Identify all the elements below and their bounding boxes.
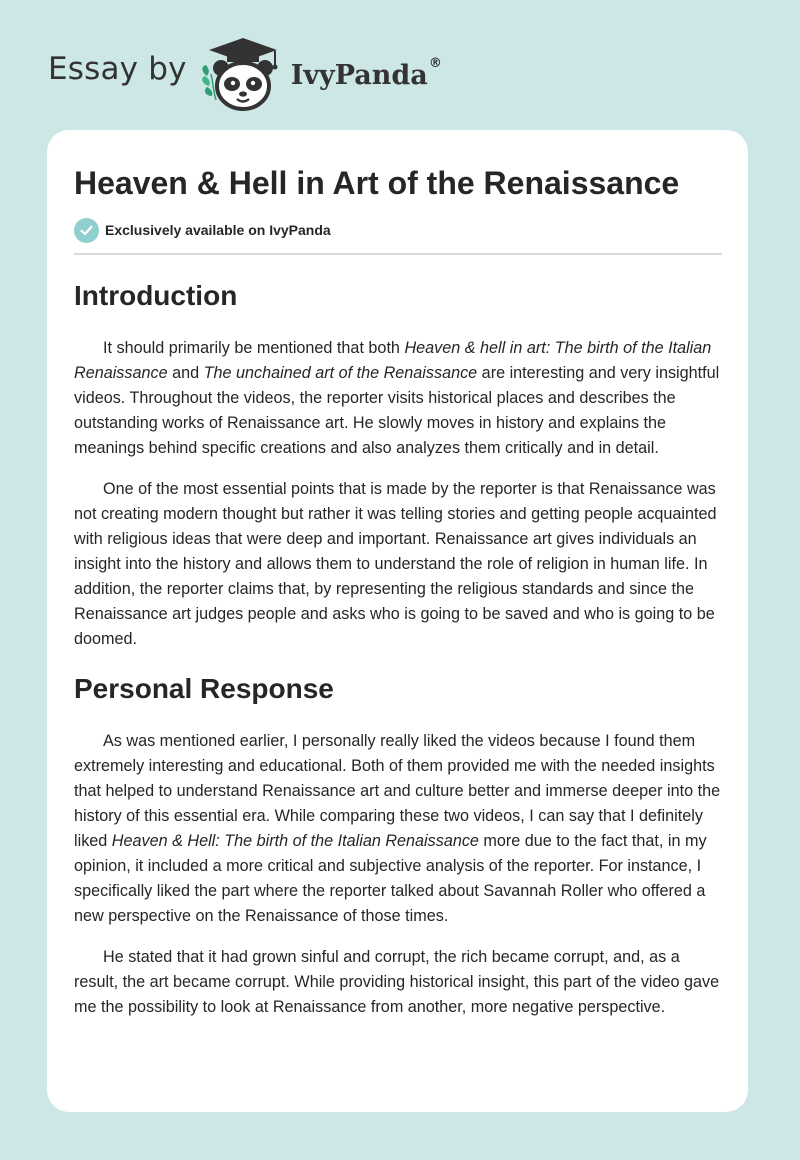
section-personal-response xyxy=(74,672,722,1020)
brand-header xyxy=(48,36,442,112)
paragraph: As was mentioned earlier, I personally really liked the videos because I found them extremely interesting and educational. Both of them provided me with the needed insights that helped to understand Renaissance art and culture better and immerse deeper into the history of this essential era. While comparing these two videos, I can say that I definitely liked Heaven & Hell: The birth of the Italian Renaissance more due to the fact that, in my opinion, it included a more critical and subjective analysis of the reporter. For instance, I specifically liked the part where the reporter talked about Savannah Roller who offered a new perspective on the Renaissance of those times. xyxy=(74,732,721,925)
paragraph: He stated that it had grown sinful and corrupt, the rich became corrupt, and, as a result, the art became corrupt. While providing historical insight, this part of the video gave me the possibility to look at Renaissance from another, more negative perspective. xyxy=(74,948,720,1016)
badge-label: Exclusively available on IvyPanda xyxy=(105,222,331,238)
check-circle-icon xyxy=(74,218,99,243)
registered-mark: ® xyxy=(428,55,442,71)
video-title: The unchained art of the Renaissance xyxy=(203,364,478,382)
section-heading: Introduction xyxy=(74,280,238,311)
paragraph: One of the most essential points that is made by the reporter is that Renaissance was not creating modern thought but rather it was telling stories and getting people acquainted with religious ideas that were deep and important. Renaissance art gives individuals an insight into the history and allows them to understand the role of religion in human life. In addition, the reporter claims that, by representing the religious standards and since the Renaissance art judges people and asks who is going to be saved and who is going to be doomed. xyxy=(74,480,717,648)
title-divider xyxy=(74,253,722,255)
section-introduction xyxy=(74,279,722,652)
video-title: Heaven & hell in art: The birth of the Italian Renaissance xyxy=(74,339,712,382)
brand-prefix: Essay by xyxy=(48,51,187,87)
essay-card xyxy=(47,130,748,1112)
exclusive-badge xyxy=(74,217,722,243)
essay-title: Heaven & Hell in Art of the Renaissance xyxy=(74,165,680,201)
panda-logo-icon xyxy=(197,36,289,112)
brand-name: IvyPanda® xyxy=(290,55,442,91)
video-title: Heaven & Hell: The birth of the Italian Renaissance xyxy=(111,832,479,850)
section-heading: Personal Response xyxy=(74,673,334,704)
paragraph: It should primarily be mentioned that both Heaven & hell in art: The birth of the Italian Renaissance and The unchained art of the Renaissance are interesting and very insightful videos. Throughout the videos, the reporter visits historical places and describes the outstanding works of Renaissance art. He slowly moves in history and explains the meanings behind specific creations and also analyzes them critically and in detail. xyxy=(74,339,720,457)
